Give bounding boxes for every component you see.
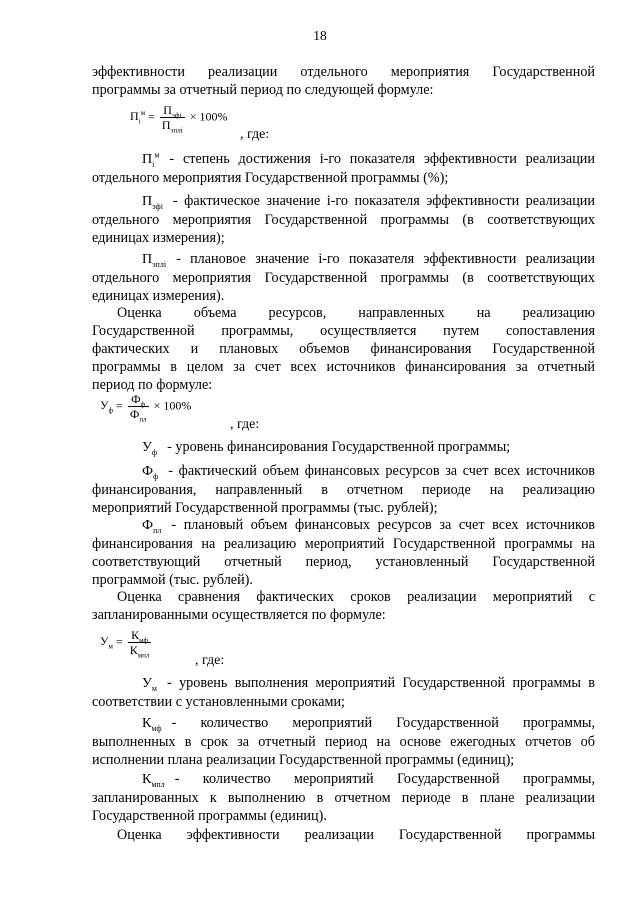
text-line: $Ф_{пл}$ - плановый объем финансовых ресурсов за счет всех источников <box>92 516 595 535</box>
formula-symbol: $У_ф$ <box>142 440 158 457</box>
text-line: $П_{эплi}$ - плановое значение i-го показателя эффективности реализации <box>92 250 595 269</box>
formula-fraction <box>160 103 185 135</box>
formula-fraction <box>128 628 152 660</box>
formula-lhs: $П_i^м$ <box>130 109 146 126</box>
definition-kmf <box>92 714 595 769</box>
fraction-numerator: $К_{мф}$ <box>128 628 152 643</box>
formula-symbol: $У_м$ <box>142 676 157 693</box>
formula-fraction <box>128 392 149 424</box>
text-line: $П_{эфi}$ - фактическое значение i-го показателя эффективности реализации <box>92 192 595 211</box>
text-line: Оценка сравнения фактических сроков реализации мероприятий с <box>117 589 595 605</box>
formula-lhs: $У_м$ <box>100 634 113 651</box>
text-line: запланированных к выполнению в отчетном периоде в плане реализации <box>92 790 595 806</box>
formula-measures-level <box>100 628 153 660</box>
text-line: программой (тыс. рублей). <box>92 572 253 588</box>
text-line: Оценка эффективности реализации Государственной программы <box>117 827 595 843</box>
equals-sign: = <box>148 109 155 124</box>
definition-pef <box>92 192 595 247</box>
definition-ff <box>92 462 595 517</box>
definition-um <box>92 674 595 711</box>
equals-sign: = <box>116 398 123 413</box>
fraction-numerator: $Ф_ф$ <box>128 392 149 407</box>
text-line: финансирования на реализацию мероприятий Государственной программы на <box>92 536 595 552</box>
text-line: выполненных в срок за отчетный период на основе ежегодных отчетов об <box>92 734 595 750</box>
formula-financing-level <box>100 392 192 424</box>
formula-symbol: $П_{эфi}$ <box>142 194 163 211</box>
text-line: $К_{мпл}$ - количество мероприятий Государственной программы, <box>92 770 595 789</box>
text-line: Государственной программы, осуществляется путем сопоставления <box>92 323 595 339</box>
text-line: отдельного мероприятия Государственной программы (в соответствующих <box>92 212 595 228</box>
text-line: Оценка объема ресурсов, направленных на реализацию <box>117 305 595 321</box>
formula-where: , где: <box>195 653 225 668</box>
definition-uf <box>92 438 595 457</box>
fraction-denominator: $Ф_{пл}$ <box>129 407 147 424</box>
text-line: $П_i^м$ - степень достижения i-го показателя эффективности реализации <box>92 150 595 169</box>
page-number: 18 <box>313 28 327 43</box>
text-line: программы за отчетный период по следующей формуле: <box>92 82 434 98</box>
definition-fpl <box>92 516 595 589</box>
paragraph-resources <box>92 304 595 394</box>
formula-symbol: $К_{мф}$ <box>142 716 162 733</box>
formula-symbol: $Ф_ф$ <box>142 464 159 481</box>
text-line: $К_{мф}$ - количество мероприятий Государственной программы, <box>92 714 595 733</box>
text-line: период по формуле: <box>92 377 213 393</box>
formula-symbol: $К_{мпл}$ <box>142 772 165 789</box>
text-line: эффективности реализации отдельного мероприятия Государственной <box>92 64 595 80</box>
text-line: соответствующий отчетный период, установленный Государственной <box>92 554 595 570</box>
formula-indicator-achievement <box>130 103 228 135</box>
fraction-numerator: $П_{эфi}$ <box>160 103 185 118</box>
paragraph-intro <box>92 63 595 99</box>
text-line: мероприятий Государственной программы (тыс. рублей); <box>92 500 438 516</box>
text-line: фактических и плановых объемов финансирования Государственной <box>92 341 595 357</box>
definition-pm <box>92 150 595 187</box>
text-line: единицах измерения). <box>92 288 225 304</box>
text-line: отдельного мероприятия Государственной программы (%); <box>92 170 449 186</box>
formula-symbol: $П_i^м$ <box>142 150 160 169</box>
text-line: отдельного мероприятия Государственной программы (в соответствующих <box>92 270 595 286</box>
text-line: программы в целом за счет всех источников финансирования за отчетный <box>92 359 595 375</box>
multiplier: × 100% <box>153 398 192 413</box>
fraction-denominator: $К_{мпл}$ <box>129 643 150 660</box>
text-line: Государственной программы (единиц). <box>92 808 327 824</box>
text-line: соответствии с установленными сроками; <box>92 694 345 710</box>
text-line: запланированными осуществляется по формуле: <box>92 607 386 623</box>
formula-where: , где: <box>230 417 260 432</box>
text-line: финансирования, направленный в отчетном периоде на реализацию <box>92 482 595 498</box>
text-line: $Ф_ф$ - фактический объем финансовых ресурсов за счет всех источников <box>92 462 595 481</box>
multiplier: × 100% <box>189 109 228 124</box>
equals-sign: = <box>115 634 123 649</box>
paragraph-deadlines <box>92 588 595 624</box>
formula-symbol: $П_{эплi}$ <box>142 252 167 269</box>
text-line: единицах измерения); <box>92 230 225 246</box>
fraction-denominator: $П_{эплi}$ <box>161 118 183 135</box>
formula-lhs: $У_ф$ <box>100 398 114 415</box>
formula-symbol: $Ф_{пл}$ <box>142 518 162 535</box>
paragraph-program-efficiency <box>92 826 595 844</box>
text-line: исполнении плана реализации Государственной программы (единиц); <box>92 752 515 768</box>
text-line: $У_ф$ - уровень финансирования Государственной программы; <box>92 438 595 457</box>
text-line: $У_м$ - уровень выполнения мероприятий Государственной программы в <box>92 674 595 693</box>
definition-ppl <box>92 250 595 305</box>
formula-where: , где: <box>240 127 270 142</box>
definition-kmpl <box>92 770 595 825</box>
